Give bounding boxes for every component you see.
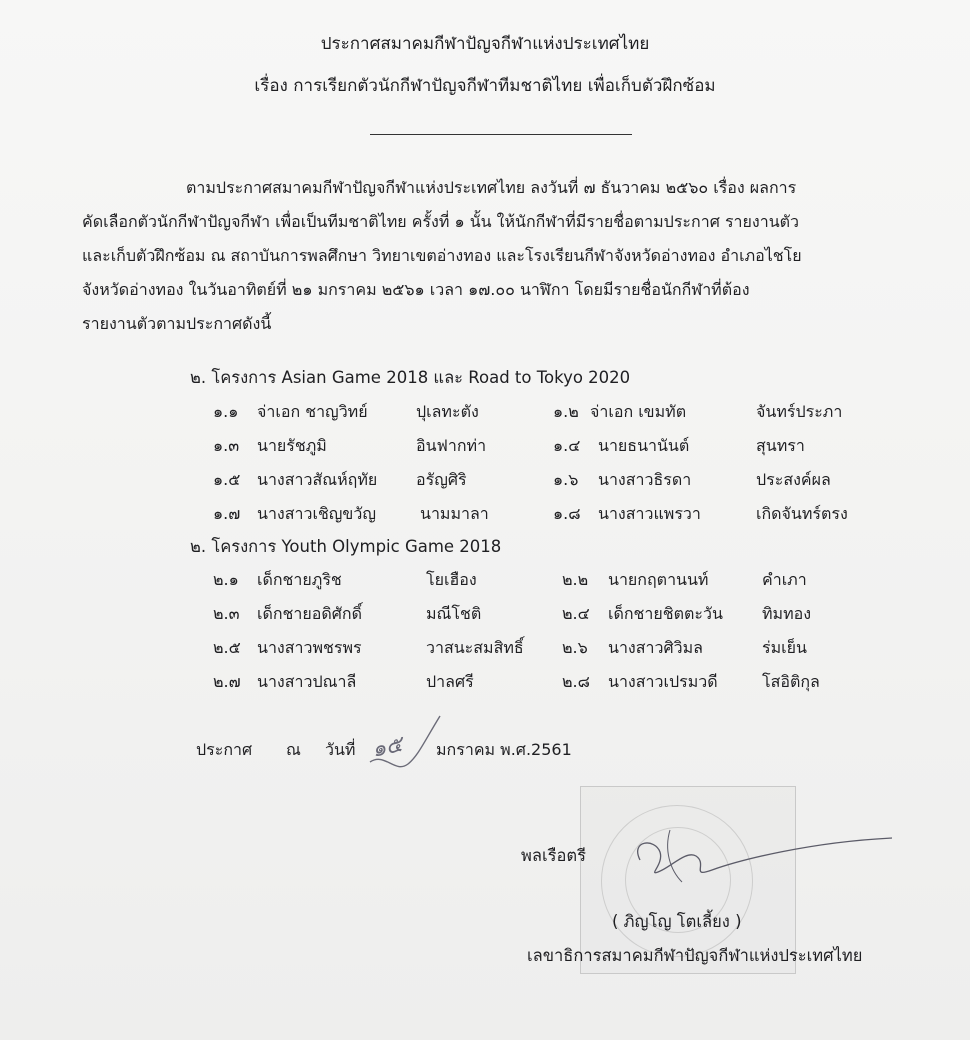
athlete-number: ๑.๗ [213,504,241,523]
athlete-last-name: อินฟากท่า [416,436,487,455]
section-title-youth-olympic: ๒. โครงการ Youth Olympic Game 2018 [190,537,502,556]
athlete-first-name: เด็กชายภูริช [257,570,342,589]
athlete-last-name: มณีโชติ [426,604,482,623]
athlete-number: ๒.๗ [213,672,241,691]
athlete-number: ๑.๑ [213,402,239,421]
athlete-number: ๑.๕ [213,470,241,489]
body-line: ตามประกาศสมาคมกีฬาปัญจกีฬาแห่งประเทศไทย ลงวันที่ ๗ ธันวาคม ๒๕๖๐ เรื่อง ผลการ [186,178,797,197]
handwritten-day: ๑๕ [369,732,405,763]
athlete-number: ๒.๕ [213,638,241,657]
athlete-last-name: ปุเลทะตัง [416,402,479,421]
athlete-last-name: จันทร์ประภา [756,402,843,421]
signer-name: ( ภิญโญ โตเลี้ยง ) [612,912,742,931]
title-divider [370,134,632,135]
athlete-number: ๑.๖ [553,470,579,489]
signature-scribble [600,820,900,900]
announcement-prefix: ประกาศ [196,740,253,759]
athlete-number: ๑.๒ [553,402,579,421]
athlete-number: ๑.๓ [213,436,240,455]
athlete-first-name: นางสาวเปรมวดี [608,672,718,691]
athlete-number: ๒.๒ [562,570,589,589]
athlete-last-name: คำเภา [762,570,807,589]
athlete-last-name: โยเฮือง [426,570,477,589]
section-title-asian-game: ๒. โครงการ Asian Game 2018 และ Road to Tokyo 2020 [190,368,631,387]
athlete-first-name: เด็กชายอดิศักดิ์ [257,604,362,623]
body-line: รายงานตัวตามประกาศดังนี้ [82,314,272,333]
signer-rank: พลเรือตรี [521,846,586,865]
athlete-first-name: จ่าเอก เขมทัต [590,402,687,421]
athlete-last-name: เกิดจันทร์ตรง [756,504,848,523]
signer-position: เลขาธิการสมาคมกีฬาปัญจกีฬาแห่งประเทศไทย [527,946,863,965]
athlete-number: ๑.๔ [553,436,581,455]
athlete-first-name: นางสาวธิรดา [598,470,692,489]
athlete-last-name: อรัญศิริ [416,470,467,489]
athlete-first-name: จ่าเอก ชาญวิทย์ [257,402,368,421]
athlete-number: ๑.๘ [553,504,581,523]
athlete-first-name: เด็กชายชิตตะวัน [608,604,723,623]
athlete-number: ๒.๘ [562,672,590,691]
announcement-date-word: วันที่ [325,740,356,759]
body-line: คัดเลือกตัวนักกีฬาปัญจกีฬา เพื่อเป็นทีมชาติไทย ครั้งที่ ๑ นั้น ให้นักกีฬาที่มีรายชื่อตามประกาศ รายงานตัว [82,212,799,231]
athlete-first-name: นางสาวเชิญขวัญ [257,504,376,523]
athlete-last-name: ประสงค์ผล [756,470,831,489]
athlete-first-name: นายกฤตานนท์ [608,570,709,589]
athlete-number: ๒.๔ [562,604,590,623]
athlete-last-name: โสอิติกุล [762,672,820,691]
athlete-last-name: วาสนะสมสิทธิ์ [426,638,524,657]
announcement-month-year: มกราคม พ.ศ.2561 [436,740,572,759]
athlete-first-name: นางสาวศิวิมล [608,638,703,657]
athlete-last-name: ร่มเย็น [762,638,807,657]
athlete-first-name: นางสาวปณาลี [257,672,357,691]
announcement-at: ณ [286,740,301,759]
athlete-first-name: นางสาวพชรพร [257,638,362,657]
athlete-first-name: นางสาวแพรวา [598,504,701,523]
athlete-first-name: นายรัชภูมิ [257,436,327,455]
document-subject: เรื่อง การเรียกตัวนักกีฬาปัญจกีฬาทีมชาติไทย เพื่อเก็บตัวฝึกซ้อม [254,76,716,96]
athlete-last-name: ปาลศรี [426,672,474,691]
athlete-last-name: สุนทรา [756,436,805,455]
athlete-number: ๒.๖ [562,638,588,657]
body-line: จังหวัดอ่างทอง ในวันอาทิตย์ที่ ๒๑ มกราคม ๒๕๖๑ เวลา ๑๗.๐๐ นาฬิกา โดยมีรายชื่อนักกีฬาที่ต้อง [82,280,750,299]
body-line: และเก็บตัวฝึกซ้อม ณ สถาบันการพลศึกษา วิทยาเขตอ่างทอง และโรงเรียนกีฬาจังหวัดอ่างทอง อำเภอไชโย [82,246,802,265]
athlete-number: ๒.๑ [213,570,239,589]
document-title: ประกาศสมาคมกีฬาปัญจกีฬาแห่งประเทศไทย [320,34,650,54]
athlete-first-name: นางสาวสัณห์ฤทัย [257,470,378,489]
athlete-number: ๒.๓ [213,604,240,623]
athlete-first-name: นายธนานันต์ [598,436,690,455]
athlete-last-name: นามมาลา [420,504,489,523]
athlete-last-name: ทิมทอง [762,604,812,623]
